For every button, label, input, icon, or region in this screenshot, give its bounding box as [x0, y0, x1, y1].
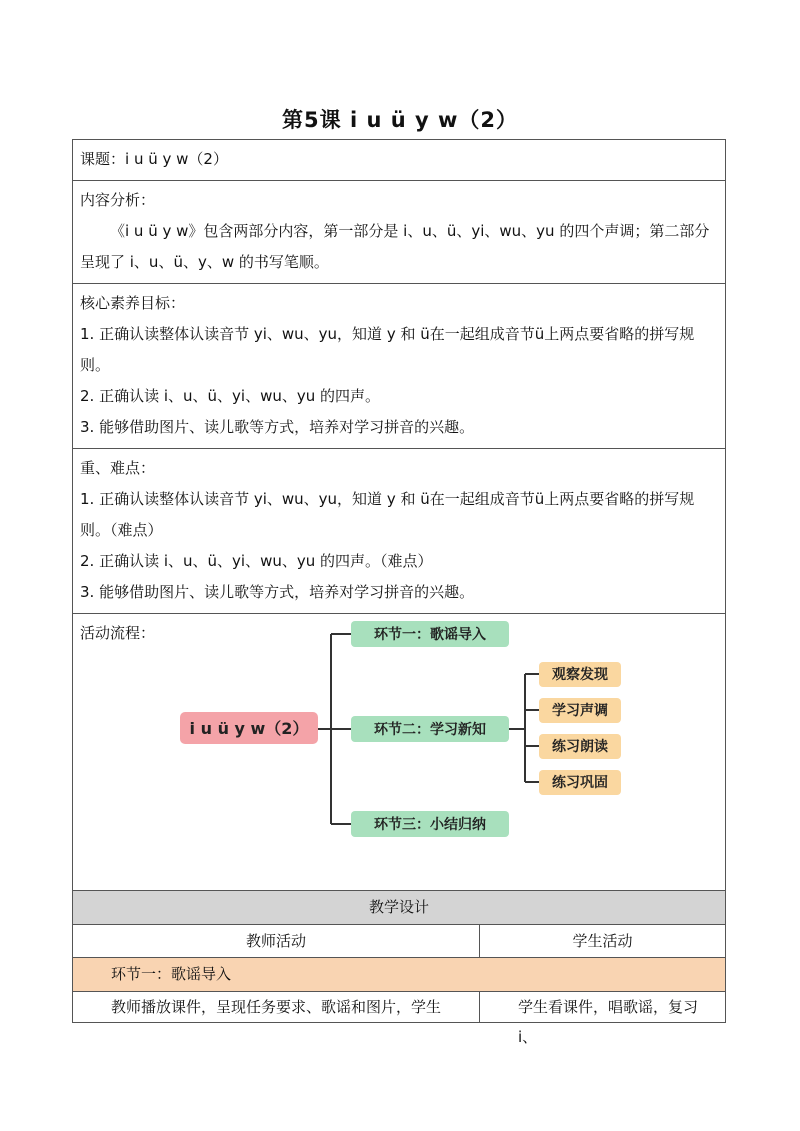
teacher-activity-header: 教师活动 [73, 925, 480, 957]
sub-step-label: 练习巩固 [552, 775, 608, 791]
sub-step-node-1 [539, 662, 621, 687]
sub-step-node-4 [539, 770, 621, 795]
section-one-bar: 环节一：歌谣导入 [73, 958, 725, 992]
section-one-content-row [73, 992, 725, 1046]
sub-step-node-3 [539, 734, 621, 759]
lesson-label: 课题： [80, 150, 126, 168]
lesson-name: i u ü y w（2） [125, 150, 228, 168]
student-activity-text: 学生看课件，唱歌谣，复习 i、 [518, 998, 699, 1046]
core-goal-item: 1. 正确认读整体认读音节 yi、wu、yu，知道 y 和 ü在一起组成音节ü上两点要省略的拼写规则。 [80, 325, 695, 374]
activity-mindmap [73, 614, 725, 891]
content-analysis-section [73, 181, 725, 284]
stage-node-label: 环节一：歌谣导入 [374, 627, 486, 643]
column-header-row [73, 925, 725, 958]
key-points-heading: 重、难点： [80, 459, 156, 477]
root-node [180, 712, 318, 744]
student-activity-header: 学生活动 [572, 932, 633, 950]
sub-step-label: 学习声调 [552, 703, 608, 719]
teacher-activity-text: 教师播放课件，呈现任务要求、歌谣和图片，学生 [73, 992, 480, 1022]
activity-heading: 活动流程： [80, 624, 156, 642]
core-goals-heading: 核心素养目标： [80, 294, 186, 312]
key-points-section [73, 449, 725, 614]
page-title: 第5课 i u ü y w（2） [282, 108, 518, 132]
activity-flow-section [73, 614, 725, 891]
content-analysis-heading: 内容分析： [80, 191, 156, 209]
lesson-title-row [73, 140, 725, 181]
key-point-item: 1. 正确认读整体认读音节 yi、wu、yu，知道 y 和 ü在一起组成音节ü上两点要省略的拼写规则。（难点） [80, 490, 695, 539]
core-goal-item: 2. 正确认读 i、u、ü、yi、wu、yu 的四声。 [80, 387, 381, 405]
core-goal-item: 3. 能够借助图片、读儿歌等方式，培养对学习拼音的兴趣。 [80, 418, 475, 436]
teaching-design-header: 教学设计 [73, 891, 725, 925]
core-goals-section [73, 284, 725, 449]
sub-step-node-2 [539, 698, 621, 723]
stage-node-3 [351, 811, 509, 837]
stage-node-label: 环节三：小结归纳 [374, 817, 486, 833]
stage-node-label: 环节二：学习新知 [374, 722, 486, 738]
key-point-item: 2. 正确认读 i、u、ü、yi、wu、yu 的四声。（难点） [80, 552, 433, 570]
root-node-label: i u ü y w（2） [189, 719, 309, 738]
sub-step-label: 练习朗读 [552, 739, 608, 755]
content-analysis-text: 《i u ü y w》包含两部分内容，第一部分是 i、u、ü、yi、wu、yu 的四个声调；第二部分呈现了 i、u、ü、y、w 的书写笔顺。 [80, 222, 710, 271]
key-point-item: 3. 能够借助图片、读儿歌等方式，培养对学习拼音的兴趣。 [80, 583, 475, 601]
stage-node-2 [351, 716, 509, 742]
lesson-plan-table [72, 139, 726, 1046]
sub-step-label: 观察发现 [552, 667, 608, 683]
stage-node-1 [351, 621, 509, 647]
